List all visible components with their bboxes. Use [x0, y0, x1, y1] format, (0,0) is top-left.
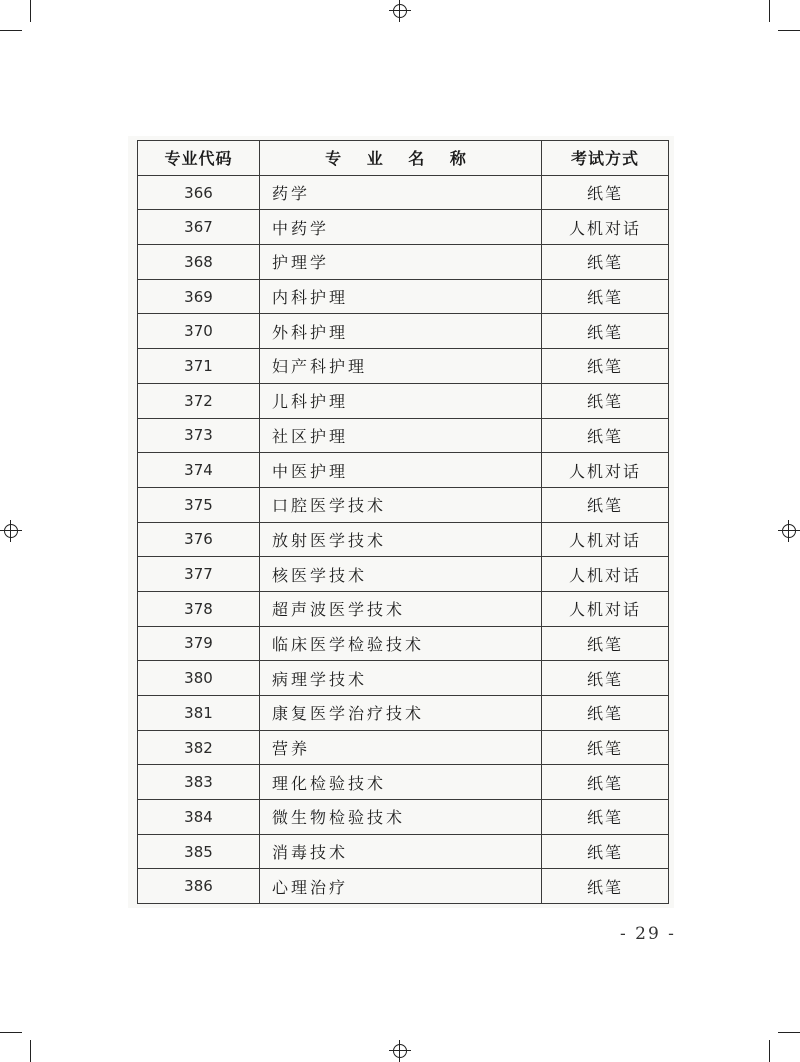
major-name: 心理治疗	[260, 869, 542, 904]
table-row	[138, 661, 669, 696]
crop-mark	[769, 1040, 770, 1062]
exam-mode: 纸笔	[542, 800, 669, 835]
registration-mark	[389, 0, 411, 22]
table-row	[138, 245, 669, 280]
major-name: 外科护理	[260, 314, 542, 349]
major-name: 内科护理	[260, 279, 542, 314]
table-row	[138, 696, 669, 731]
majors-table	[137, 140, 669, 904]
table-row	[138, 487, 669, 522]
header-mode: 考试方式	[542, 141, 669, 176]
major-name: 中药学	[260, 210, 542, 245]
major-code: 373	[138, 418, 260, 453]
major-code: 370	[138, 314, 260, 349]
major-code: 381	[138, 696, 260, 731]
exam-mode: 人机对话	[542, 591, 669, 626]
table-header-row	[138, 141, 669, 176]
major-name: 理化检验技术	[260, 765, 542, 800]
major-code: 385	[138, 834, 260, 869]
major-code: 386	[138, 869, 260, 904]
major-code: 368	[138, 245, 260, 280]
header-code: 专业代码	[138, 141, 260, 176]
table-row	[138, 522, 669, 557]
registration-mark	[389, 1040, 411, 1062]
table-row	[138, 418, 669, 453]
header-name: 专 业 名 称	[260, 141, 542, 176]
major-code: 377	[138, 557, 260, 592]
exam-mode: 人机对话	[542, 210, 669, 245]
major-name: 临床医学检验技术	[260, 626, 542, 661]
major-code: 376	[138, 522, 260, 557]
table-row	[138, 834, 669, 869]
major-name: 药学	[260, 175, 542, 210]
major-code: 379	[138, 626, 260, 661]
exam-mode: 纸笔	[542, 869, 669, 904]
exam-mode: 纸笔	[542, 626, 669, 661]
exam-mode: 纸笔	[542, 487, 669, 522]
major-name: 妇产科护理	[260, 349, 542, 384]
table-row	[138, 314, 669, 349]
crop-mark	[30, 1040, 31, 1062]
exam-mode: 人机对话	[542, 522, 669, 557]
table-row	[138, 210, 669, 245]
exam-mode: 纸笔	[542, 279, 669, 314]
major-name: 儿科护理	[260, 383, 542, 418]
major-code: 369	[138, 279, 260, 314]
table-row	[138, 453, 669, 488]
exam-mode: 纸笔	[542, 834, 669, 869]
major-code: 382	[138, 730, 260, 765]
major-name: 口腔医学技术	[260, 487, 542, 522]
table-row	[138, 349, 669, 384]
registration-mark	[778, 520, 800, 542]
major-name: 社区护理	[260, 418, 542, 453]
table-row	[138, 383, 669, 418]
crop-mark	[769, 0, 770, 22]
exam-mode: 人机对话	[542, 557, 669, 592]
exam-mode: 纸笔	[542, 383, 669, 418]
table-row	[138, 626, 669, 661]
major-name: 消毒技术	[260, 834, 542, 869]
major-code: 374	[138, 453, 260, 488]
table-row	[138, 279, 669, 314]
exam-mode: 纸笔	[542, 730, 669, 765]
major-name: 微生物检验技术	[260, 800, 542, 835]
table-row	[138, 765, 669, 800]
exam-mode: 纸笔	[542, 418, 669, 453]
exam-mode: 人机对话	[542, 453, 669, 488]
exam-mode: 纸笔	[542, 349, 669, 384]
major-name: 放射医学技术	[260, 522, 542, 557]
exam-mode: 纸笔	[542, 661, 669, 696]
crop-mark	[0, 30, 22, 31]
page-number: - 29 -	[620, 924, 676, 944]
exam-mode: 纸笔	[542, 314, 669, 349]
table-row	[138, 591, 669, 626]
major-code: 380	[138, 661, 260, 696]
table-row	[138, 730, 669, 765]
major-name: 核医学技术	[260, 557, 542, 592]
major-name: 营养	[260, 730, 542, 765]
major-name: 护理学	[260, 245, 542, 280]
table-row	[138, 557, 669, 592]
exam-mode: 纸笔	[542, 175, 669, 210]
registration-mark	[0, 520, 22, 542]
table-row	[138, 175, 669, 210]
major-name: 康复医学治疗技术	[260, 696, 542, 731]
table-row	[138, 869, 669, 904]
major-code: 378	[138, 591, 260, 626]
major-code: 384	[138, 800, 260, 835]
exam-mode: 纸笔	[542, 765, 669, 800]
exam-mode: 纸笔	[542, 696, 669, 731]
major-name: 病理学技术	[260, 661, 542, 696]
major-code: 371	[138, 349, 260, 384]
major-code: 372	[138, 383, 260, 418]
major-code: 383	[138, 765, 260, 800]
crop-mark	[0, 1032, 22, 1033]
major-code: 375	[138, 487, 260, 522]
major-name: 超声波医学技术	[260, 591, 542, 626]
table-row	[138, 800, 669, 835]
major-code: 367	[138, 210, 260, 245]
major-code: 366	[138, 175, 260, 210]
major-name: 中医护理	[260, 453, 542, 488]
exam-mode: 纸笔	[542, 245, 669, 280]
crop-mark	[778, 1032, 800, 1033]
crop-mark	[778, 30, 800, 31]
crop-mark	[30, 0, 31, 22]
